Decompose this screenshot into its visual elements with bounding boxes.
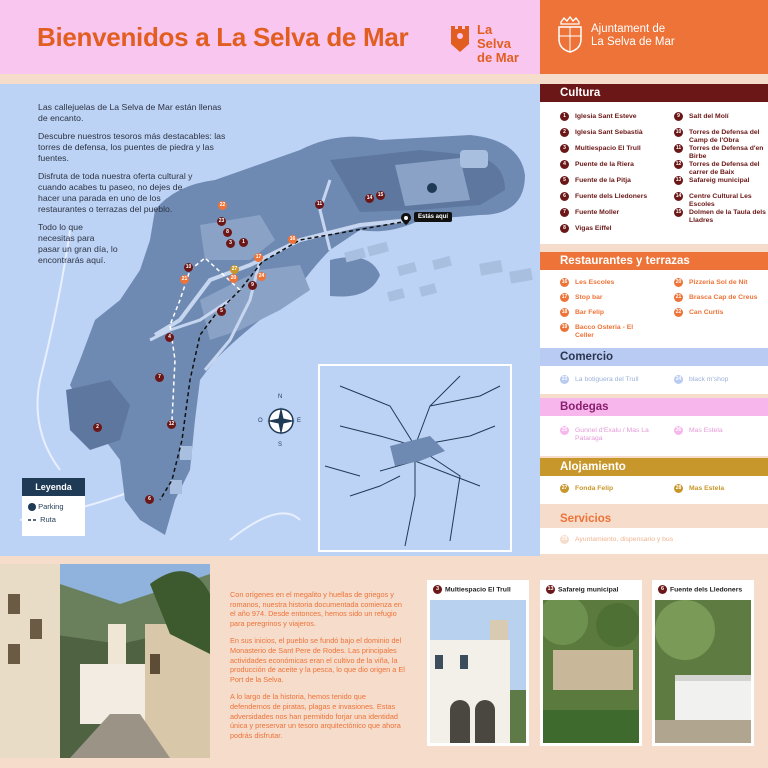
- list-badge: 9: [674, 112, 683, 121]
- list-badge: 7: [560, 208, 569, 217]
- list-badge: 16: [561, 279, 568, 285]
- map-marker[interactable]: 22: [219, 202, 226, 208]
- photo-card[interactable]: [427, 580, 529, 746]
- town-logo[interactable]: [449, 22, 529, 65]
- card-label: Safareig municipal: [558, 586, 619, 594]
- list-item-restaurantes[interactable]: Brasca Cap de Creus: [689, 294, 758, 301]
- map-marker[interactable]: 20: [230, 275, 237, 281]
- list-item-alojamiento[interactable]: Mas Estela: [689, 485, 725, 492]
- you-are-here-pin: [401, 212, 411, 230]
- council-logo-line1: Ajuntament de: [591, 23, 666, 35]
- village-street-photo: [0, 564, 210, 758]
- list-badge: 2: [560, 128, 569, 137]
- history-paragraph: Con orígenes en el megalito y huellas de griegos y romanos, nuestra historia documentada comienza en el año 974. Desde entonces, hemos sido un refugio para peregrinos y viajeros.: [230, 590, 402, 628]
- card-caption: [433, 585, 511, 594]
- list-badge: 20: [675, 279, 682, 285]
- map-marker[interactable]: 3: [226, 239, 235, 248]
- list-item-restaurantes[interactable]: Can Curtis: [689, 309, 724, 316]
- comercio-header: Comercio: [540, 348, 768, 366]
- list-badge: 21: [675, 294, 682, 300]
- map-marker[interactable]: 8: [223, 228, 232, 237]
- list-badge: 10: [675, 129, 682, 135]
- list-badge: 8: [560, 224, 569, 233]
- list-badge: 11: [675, 145, 682, 151]
- parking-icon: [28, 503, 36, 511]
- intro-paragraph: Las callejuelas de La Selva de Mar están llenas de encanto.: [38, 102, 222, 123]
- bodegas-header: Bodegas: [540, 398, 768, 416]
- servicios-header: Servicios: [540, 510, 768, 528]
- trull-building-photo: [430, 600, 526, 743]
- list-item-restaurantes[interactable]: Bar Felip: [575, 309, 605, 316]
- map-marker[interactable]: 14: [366, 195, 373, 201]
- compass-s: S: [278, 442, 283, 448]
- list-item-cultura[interactable]: Multiespacio El Trull: [575, 145, 641, 152]
- list-item-restaurantes[interactable]: Les Escoles: [575, 279, 615, 286]
- list-badge: 19: [561, 324, 568, 330]
- list-item-comercio[interactable]: black m'shop: [689, 376, 729, 383]
- map-marker[interactable]: 24: [258, 273, 265, 279]
- list-item-comercio[interactable]: La botiguera del Trull: [575, 376, 639, 383]
- list-badge: 23: [561, 376, 568, 382]
- intro-paragraph: Disfruta de toda nuestra oferta cultural y cuando acabes tu paseo, no dejes de hacer una parada en uno de los restaurantes o terrazas del pueblo.: [38, 171, 193, 214]
- card-caption: [658, 585, 742, 594]
- card-photo: [655, 600, 751, 743]
- council-logo-line2: La Selva de Mar: [591, 36, 675, 48]
- list-item-restaurantes[interactable]: Stop bar: [575, 294, 603, 301]
- compass-o: O: [258, 418, 263, 424]
- location-pin-icon: [401, 213, 411, 225]
- safareig-photo: [543, 600, 639, 743]
- map-legend: [22, 478, 85, 536]
- list-item-servicios[interactable]: Ayuntamiento, dispensario y bus: [575, 536, 674, 543]
- map-marker[interactable]: 5: [217, 307, 226, 316]
- card-caption: [546, 585, 618, 594]
- tower-shield-icon: [449, 22, 471, 54]
- list-badge: 12: [675, 161, 682, 167]
- map-marker[interactable]: 9: [248, 281, 257, 290]
- list-badge: 22: [675, 309, 682, 315]
- list-item-cultura[interactable]: Torres de Defensa d'en Birbe: [689, 145, 764, 160]
- list-item-cultura[interactable]: Salt del Molí: [689, 113, 729, 120]
- card-photo: [430, 600, 526, 743]
- map-marker[interactable]: 15: [377, 192, 384, 198]
- compass-e: E: [297, 418, 302, 424]
- list-badge: 14: [675, 193, 682, 199]
- list-badge: 26: [675, 427, 682, 433]
- region-inset-map[interactable]: [318, 364, 512, 552]
- alojamiento-header: Alojamiento: [540, 458, 768, 476]
- list-item-cultura[interactable]: Iglesia Sant Sebastià: [575, 129, 643, 136]
- map-marker[interactable]: 16: [289, 236, 296, 242]
- card-number: 3: [433, 585, 442, 594]
- compass-n: N: [278, 394, 283, 400]
- list-badge: 17: [561, 294, 568, 300]
- council-logo[interactable]: [555, 16, 755, 56]
- map-marker[interactable]: 21: [181, 276, 188, 282]
- list-item-alojamiento[interactable]: Fonda Felip: [575, 485, 614, 492]
- list-badge: 27: [561, 485, 568, 491]
- list-badge: 13: [675, 177, 682, 183]
- card-number: 13: [547, 586, 554, 592]
- route-line-icon: [28, 518, 38, 522]
- photo-card[interactable]: [652, 580, 754, 746]
- photo-card[interactable]: [540, 580, 642, 746]
- compass-icon: [261, 398, 301, 444]
- card-number: 6: [658, 585, 667, 594]
- card-label: Fuente dels Lledoners: [670, 586, 743, 594]
- list-badge: 4: [560, 160, 569, 169]
- map-marker[interactable]: 6: [145, 495, 154, 504]
- legend-route-label: Ruta: [40, 515, 56, 524]
- coat-of-arms-icon: [555, 16, 585, 54]
- map-marker[interactable]: 11: [316, 201, 323, 207]
- list-item-cultura[interactable]: Vigas Eiffel: [575, 225, 612, 232]
- list-badge: 6: [560, 192, 569, 201]
- list-item-cultura[interactable]: Safareig municipal: [689, 177, 750, 184]
- map-marker[interactable]: 27: [231, 266, 238, 272]
- list-item-cultura[interactable]: Fuente de la Pitja: [575, 177, 631, 184]
- list-item-restaurantes[interactable]: Pizzeria Sol de Nit: [689, 279, 748, 286]
- inset-map-graphic: [320, 366, 510, 550]
- legend-title: Leyenda: [22, 478, 85, 496]
- map-marker[interactable]: 10: [185, 264, 192, 270]
- list-item-cultura[interactable]: Centre Cultural Les Escoles: [689, 193, 752, 208]
- intro-paragraph: Descubre nuestros tesoros más destacables: las torres de defensa, los puentes de piedra y las fuentes.: [38, 131, 226, 163]
- list-item-cultura[interactable]: Torres de Defensa del Camp de l'Obra: [689, 129, 760, 144]
- list-item-cultura[interactable]: Puente de la Riera: [575, 161, 634, 168]
- list-item-cultura[interactable]: Torres de Defensa del carrer de Baix: [689, 161, 760, 176]
- list-item-cultura[interactable]: Dolmen de la Taula dels Lladres: [689, 209, 766, 224]
- list-item-bodegas[interactable]: Gunnel d'Exalu / Mas La Pataraga: [575, 427, 649, 442]
- list-badge: 1: [560, 112, 569, 121]
- map-marker[interactable]: 1: [239, 238, 248, 247]
- village-photo: [0, 564, 210, 758]
- history-paragraph: En sus inicios, el pueblo se fundó bajo el dominio del Monasterio de Sant Pere de Rodes. Las principales actividades económicas eran el cultivo de la viña, la producción de aceite y la pesca, lo que dio origen a El Port de la Selva.: [230, 636, 405, 684]
- card-photo: [543, 600, 639, 743]
- compass-rose: [258, 394, 302, 448]
- legend-row-route: [22, 513, 85, 526]
- map-marker[interactable]: 7: [155, 373, 164, 382]
- history-text: [230, 590, 406, 748]
- intro-text: [38, 102, 228, 273]
- map-marker[interactable]: 4: [165, 333, 174, 342]
- list-badge: 3: [560, 144, 569, 153]
- list-badge: 15: [675, 209, 682, 215]
- list-item-restaurantes[interactable]: Bacco Osteria - El Celler: [575, 324, 634, 339]
- legend-row-parking: [22, 500, 85, 513]
- restaurantes-header: Restaurantes y terrazas: [540, 252, 768, 270]
- list-item-cultura[interactable]: Fuente Moller: [575, 209, 620, 216]
- town-logo-line2: de Mar: [477, 50, 519, 65]
- list-item-cultura[interactable]: Iglesia Sant Esteve: [575, 113, 637, 120]
- page-title: Bienvenidos a La Selva de Mar: [37, 22, 409, 52]
- list-badge: 18: [561, 309, 568, 315]
- list-badge: 24: [675, 376, 682, 382]
- legend-parking-label: Parking: [38, 502, 64, 511]
- map-marker[interactable]: 2: [93, 423, 102, 432]
- cultura-header: Cultura: [540, 84, 768, 102]
- list-badge: 28: [675, 485, 682, 491]
- town-logo-line1: La Selva: [477, 22, 511, 51]
- list-badge: 5: [560, 176, 569, 185]
- card-label: Multiespacio El Trull: [445, 586, 511, 594]
- fountain-photo: [655, 600, 751, 743]
- map-marker[interactable]: 17: [255, 254, 262, 260]
- you-are-here-label: Estás aquí: [414, 212, 452, 222]
- list-item-bodegas[interactable]: Mas Estela: [689, 427, 723, 434]
- map-marker[interactable]: 12: [168, 421, 175, 427]
- list-badge: 25: [561, 427, 568, 433]
- list-badge: 29: [561, 536, 568, 542]
- list-item-cultura[interactable]: Fuente dels Lledoners: [575, 193, 648, 200]
- intro-paragraph: Todo lo que necesitas para pasar un gran día, lo encontrarás aquí.: [38, 222, 118, 265]
- map-marker[interactable]: 23: [218, 218, 225, 224]
- history-paragraph: A lo largo de la historia, hemos tenido que defendernos de piratas, plagas e invasiones. Estas adversidades nos han permitido forjar una identidad única y preservar un tesoro arquitectónico que ahora podrás disfrutar.: [230, 692, 401, 740]
